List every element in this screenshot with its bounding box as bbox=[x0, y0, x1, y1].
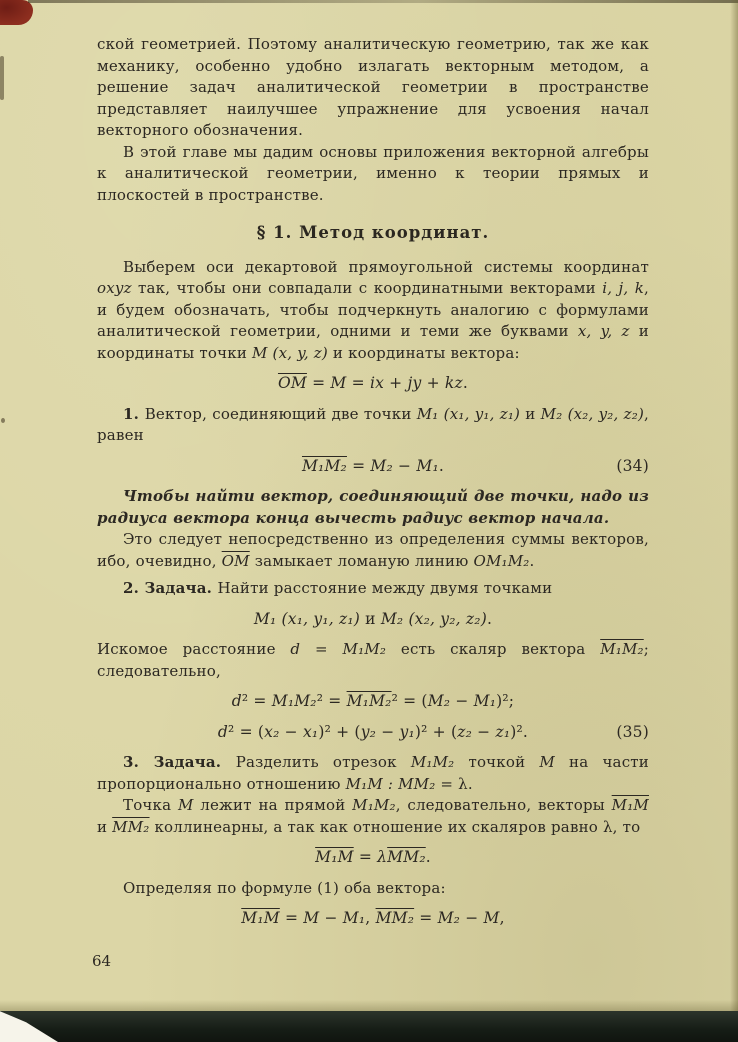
text-run: − bbox=[319, 909, 343, 927]
text-run: − bbox=[392, 456, 417, 475]
text-run: M₁ bbox=[416, 456, 439, 475]
equation-body bbox=[241, 909, 505, 927]
text-run: i, j, k bbox=[602, 279, 645, 297]
text-run: , bbox=[499, 909, 505, 927]
text-run: M₁M₂ bbox=[301, 456, 347, 475]
text-run: M₁M₂ bbox=[271, 692, 317, 710]
text-run: − bbox=[376, 722, 400, 741]
text-run: λ bbox=[377, 848, 388, 866]
text-run: . bbox=[425, 848, 431, 866]
equation bbox=[97, 722, 649, 744]
text-run: )² + ( bbox=[414, 722, 458, 741]
text-run: M₂ bbox=[427, 692, 451, 710]
text-run: M₁M₂ bbox=[346, 692, 392, 710]
text-run: ² = ( bbox=[228, 722, 265, 741]
text-run: M₁M bbox=[241, 909, 280, 927]
text-run: M₁M₂ bbox=[352, 796, 396, 814]
text-run: M₁ (x₁, y₁, z₁) bbox=[416, 404, 521, 423]
scan-artifact-red-corner bbox=[0, 0, 33, 25]
text-run: . bbox=[438, 456, 445, 475]
text-run: − bbox=[279, 722, 303, 741]
text-run: − bbox=[460, 909, 484, 927]
equation bbox=[97, 373, 649, 395]
text-run: точкой bbox=[454, 753, 540, 771]
equation bbox=[97, 609, 649, 631]
text-run: + bbox=[384, 374, 408, 392]
paragraph bbox=[97, 752, 649, 795]
equation-body bbox=[302, 457, 444, 475]
text-run: )² + ( bbox=[318, 722, 361, 741]
text-run: M bbox=[303, 909, 320, 927]
section-heading: § 1. Метод координат. bbox=[256, 223, 490, 242]
text-run: MM₂ bbox=[375, 909, 415, 927]
text-run: M₂ bbox=[437, 909, 461, 927]
paragraph bbox=[97, 795, 649, 838]
text-run: $\overline{OM}$ bbox=[221, 551, 250, 570]
text-run: = bbox=[300, 640, 343, 658]
equation-body bbox=[278, 374, 468, 392]
paragraph bbox=[97, 404, 649, 447]
text-run: oxyz bbox=[97, 279, 132, 297]
text-run: Вектор, соединяющий две точки bbox=[144, 404, 417, 423]
text-run: x, y, z bbox=[577, 322, 630, 340]
text-run: M₁ bbox=[473, 692, 497, 710]
text-run: , равен bbox=[97, 404, 649, 444]
text-run: . bbox=[529, 551, 535, 570]
text-run: ² = bbox=[316, 692, 347, 710]
text-run: ² = ( bbox=[391, 692, 428, 710]
paragraph-emphasis bbox=[97, 486, 649, 529]
text-run: d bbox=[231, 692, 242, 710]
text-run: jy bbox=[407, 374, 422, 392]
paragraph bbox=[97, 878, 649, 900]
text-run: 3. Задача. bbox=[123, 753, 236, 771]
text-run: = bbox=[346, 456, 371, 475]
text-run: y₁ bbox=[399, 722, 415, 741]
text-run: OM₁M₂ bbox=[473, 551, 530, 570]
text-run: 2. Задача. bbox=[123, 579, 218, 597]
text-run: = bbox=[414, 909, 438, 927]
text-run: , и будем обозначать, чтобы подчеркнуть аналогию с формулами аналитической геометрии, одними и теми же буквами bbox=[97, 279, 649, 340]
text-run: , следовательно, векторы bbox=[395, 796, 612, 814]
scan-artifact-left-dot bbox=[1, 418, 5, 423]
equation bbox=[97, 908, 649, 930]
text-run: M bbox=[483, 909, 500, 927]
equation-body bbox=[254, 610, 492, 628]
text-run: и bbox=[97, 817, 113, 836]
text-run: Искомое расстояние bbox=[97, 640, 291, 658]
text-run: M₁ bbox=[342, 909, 366, 927]
text-run: = bbox=[346, 374, 370, 392]
text-run: В этой главе мы дадим основы приложения векторной алгебры к аналитической геометрии, именно к теории прямых и плоскостей в пространстве. bbox=[97, 142, 649, 204]
paragraph bbox=[97, 578, 649, 600]
text-run: MM₂ bbox=[387, 848, 426, 866]
text-run: Чтобы найти вектор, соединяющий две точки, надо из радиуса вектора конца вычесть радиус вектор начала. bbox=[97, 487, 649, 527]
text-run: M bbox=[177, 796, 194, 814]
text-run: Это следует непосредственно из определения суммы векторов, ибо, очевидно, bbox=[97, 530, 649, 570]
text-run: M₁M₂ bbox=[410, 753, 455, 771]
text-run: M₁M bbox=[611, 796, 649, 814]
paragraph bbox=[97, 257, 649, 365]
paragraph bbox=[97, 34, 649, 142]
text-run: M₂ (x₂, y₂, z₂) bbox=[380, 609, 487, 628]
text-run: z₁ bbox=[495, 722, 511, 741]
text-run: $\overline{OM}$ bbox=[277, 374, 307, 392]
text-run: − bbox=[450, 692, 474, 710]
text-run: так, чтобы они совпадали с координатными векторами bbox=[131, 279, 603, 297]
text-run: = λ. bbox=[435, 774, 473, 793]
text-run: M (x, y, z) bbox=[252, 343, 328, 362]
equation bbox=[97, 847, 649, 869]
text-run: и bbox=[520, 404, 541, 423]
text-run: z₂ bbox=[457, 722, 473, 741]
text-run: M₁M bbox=[315, 848, 354, 866]
text-run: M bbox=[539, 753, 555, 771]
paragraph bbox=[97, 529, 649, 572]
equation-body bbox=[218, 723, 528, 741]
text-run: есть скаляр вектора bbox=[386, 640, 601, 658]
text-run: , bbox=[365, 909, 376, 927]
text-run: замыкает ломаную линию bbox=[249, 551, 474, 570]
equation-number: (34) bbox=[616, 456, 649, 475]
text-run: коллинеарны, а так как отношение их скаляров равно λ, то bbox=[149, 817, 641, 836]
text-run: d bbox=[217, 722, 229, 741]
scan-artifact-right-edge bbox=[730, 0, 738, 1042]
text-run: и bbox=[360, 609, 381, 628]
text-run: kz bbox=[444, 374, 463, 392]
paragraph bbox=[97, 142, 649, 207]
text-run: = bbox=[306, 374, 331, 392]
text-column bbox=[97, 34, 649, 939]
text-run: )²; bbox=[496, 692, 515, 710]
text-run: ix bbox=[369, 374, 385, 392]
text-run: M₁M : MM₂ bbox=[345, 774, 436, 793]
text-run: . bbox=[486, 609, 493, 628]
text-run: M₁M₂ bbox=[342, 640, 387, 658]
text-run: )². bbox=[510, 722, 529, 741]
text-run: лежит на прямой bbox=[193, 796, 353, 814]
equation-body bbox=[232, 692, 514, 710]
text-run: и координаты точки bbox=[97, 322, 649, 362]
text-run: 1. bbox=[123, 404, 145, 423]
text-run: M₂ (x₂, y₂, z₂) bbox=[540, 404, 645, 423]
text-run: + bbox=[421, 374, 445, 392]
text-run: x₁ bbox=[302, 722, 319, 741]
text-run: = bbox=[353, 848, 378, 866]
text-run: Найти расстояние между двумя точками bbox=[217, 579, 553, 597]
paragraph bbox=[97, 639, 649, 682]
text-run: Выберем оси декартовой прямоугольной системы координат bbox=[123, 257, 649, 276]
equation bbox=[97, 691, 649, 713]
text-run: d bbox=[290, 640, 301, 658]
text-run: на части пропорционально отношению bbox=[97, 753, 649, 793]
equation bbox=[97, 456, 649, 478]
text-run: M₂ bbox=[370, 456, 393, 475]
text-run: − bbox=[472, 722, 496, 741]
text-run: Разделить отрезок bbox=[235, 753, 411, 771]
scan-artifact-bottom-band bbox=[0, 1011, 738, 1042]
text-run: M₁ (x₁, y₁, z₁) bbox=[253, 609, 361, 628]
scan-artifact-left-mark bbox=[0, 56, 4, 100]
text-run: ² = bbox=[241, 692, 272, 710]
text-run: Точка bbox=[123, 796, 178, 814]
text-run: y₂ bbox=[360, 722, 377, 741]
equation-body bbox=[315, 848, 431, 866]
text-run: и координаты вектора: bbox=[327, 343, 520, 362]
text-run: MM₂ bbox=[112, 817, 150, 836]
text-run: x₂ bbox=[264, 722, 280, 741]
text-run: = bbox=[279, 909, 304, 927]
text-run: M₁M₂ bbox=[600, 640, 644, 658]
scan-artifact-top-edge bbox=[28, 0, 738, 3]
text-run: M bbox=[330, 374, 347, 392]
text-run: . bbox=[462, 374, 469, 392]
text-run: Определяя по формуле (1) оба вектора: bbox=[123, 878, 446, 897]
text-run: ; следовательно, bbox=[97, 640, 649, 680]
text-run: ской геометрией. Поэтому аналитическую геометрию, так же как механику, особенно удобно излагать векторным методом, а решение задач аналитической геометрии в пространстве представляет наилучшее упражнение для усвоения начал векторного обозначения. bbox=[97, 35, 649, 139]
equation-number: (35) bbox=[616, 722, 649, 741]
page-number: 64 bbox=[92, 952, 112, 970]
